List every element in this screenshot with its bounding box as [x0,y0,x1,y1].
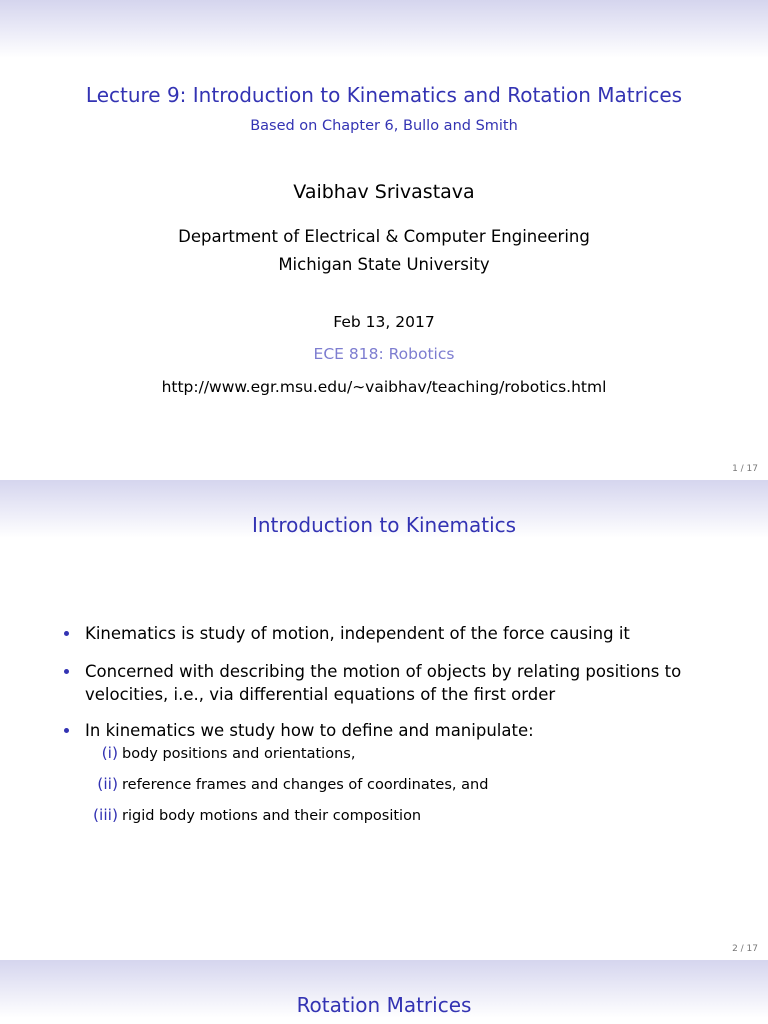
page-number: 2 / 17 [732,944,758,954]
bullet-text-line: Concerned with describing the motion of objects by relating positions to [85,662,682,681]
enumerated-item [86,805,686,826]
bullet-dot [64,728,69,733]
enum-text: reference frames and changes of coordinates, and [122,777,489,793]
enum-text: rigid body motions and their composition [122,808,422,824]
lecture-title: Lecture 9: Introduction to Kinematics and Rotation Matrices [85,83,683,107]
page-number: 1 / 17 [732,464,758,474]
slide-2 [0,480,768,960]
author-name: Vaibhav Srivastava [293,181,475,203]
slide-title: Rotation Matrices [296,993,472,1017]
enum-label: (ii) [97,775,118,793]
bullet-dot [64,631,69,636]
enumerated-item [86,774,686,795]
slide-3 [0,960,768,1024]
bullet-text: In kinematics we study how to define and manipulate: [85,721,534,740]
enum-label: (i) [101,744,118,762]
course-url: http://www.egr.msu.edu/∼vaibhav/teaching/robotics.html [161,378,607,396]
affiliation-university: Michigan State University [278,255,490,274]
bullet-text-line: velocities, i.e., via differential equations of the first order [85,685,556,704]
bullet-dot [64,669,69,674]
slide-1 [0,0,768,480]
affiliation-department: Department of Electrical & Computer Engineering [178,227,590,246]
lecture-subtitle: Based on Chapter 6, Bullo and Smith [250,118,518,134]
slide-title: Introduction to Kinematics [251,513,517,537]
bullet-item [64,622,704,645]
course-name: ECE 818: Robotics [313,345,455,363]
bullet-item [64,660,704,706]
enum-text: body positions and orientations, [122,746,356,762]
bullet-item [64,719,704,742]
header-band [0,0,768,58]
bullet-text: Kinematics is study of motion, independent of the force causing it [85,624,630,643]
enumerated-item [86,743,686,764]
enum-label: (iii) [92,806,118,824]
lecture-date: Feb 13, 2017 [333,313,435,331]
